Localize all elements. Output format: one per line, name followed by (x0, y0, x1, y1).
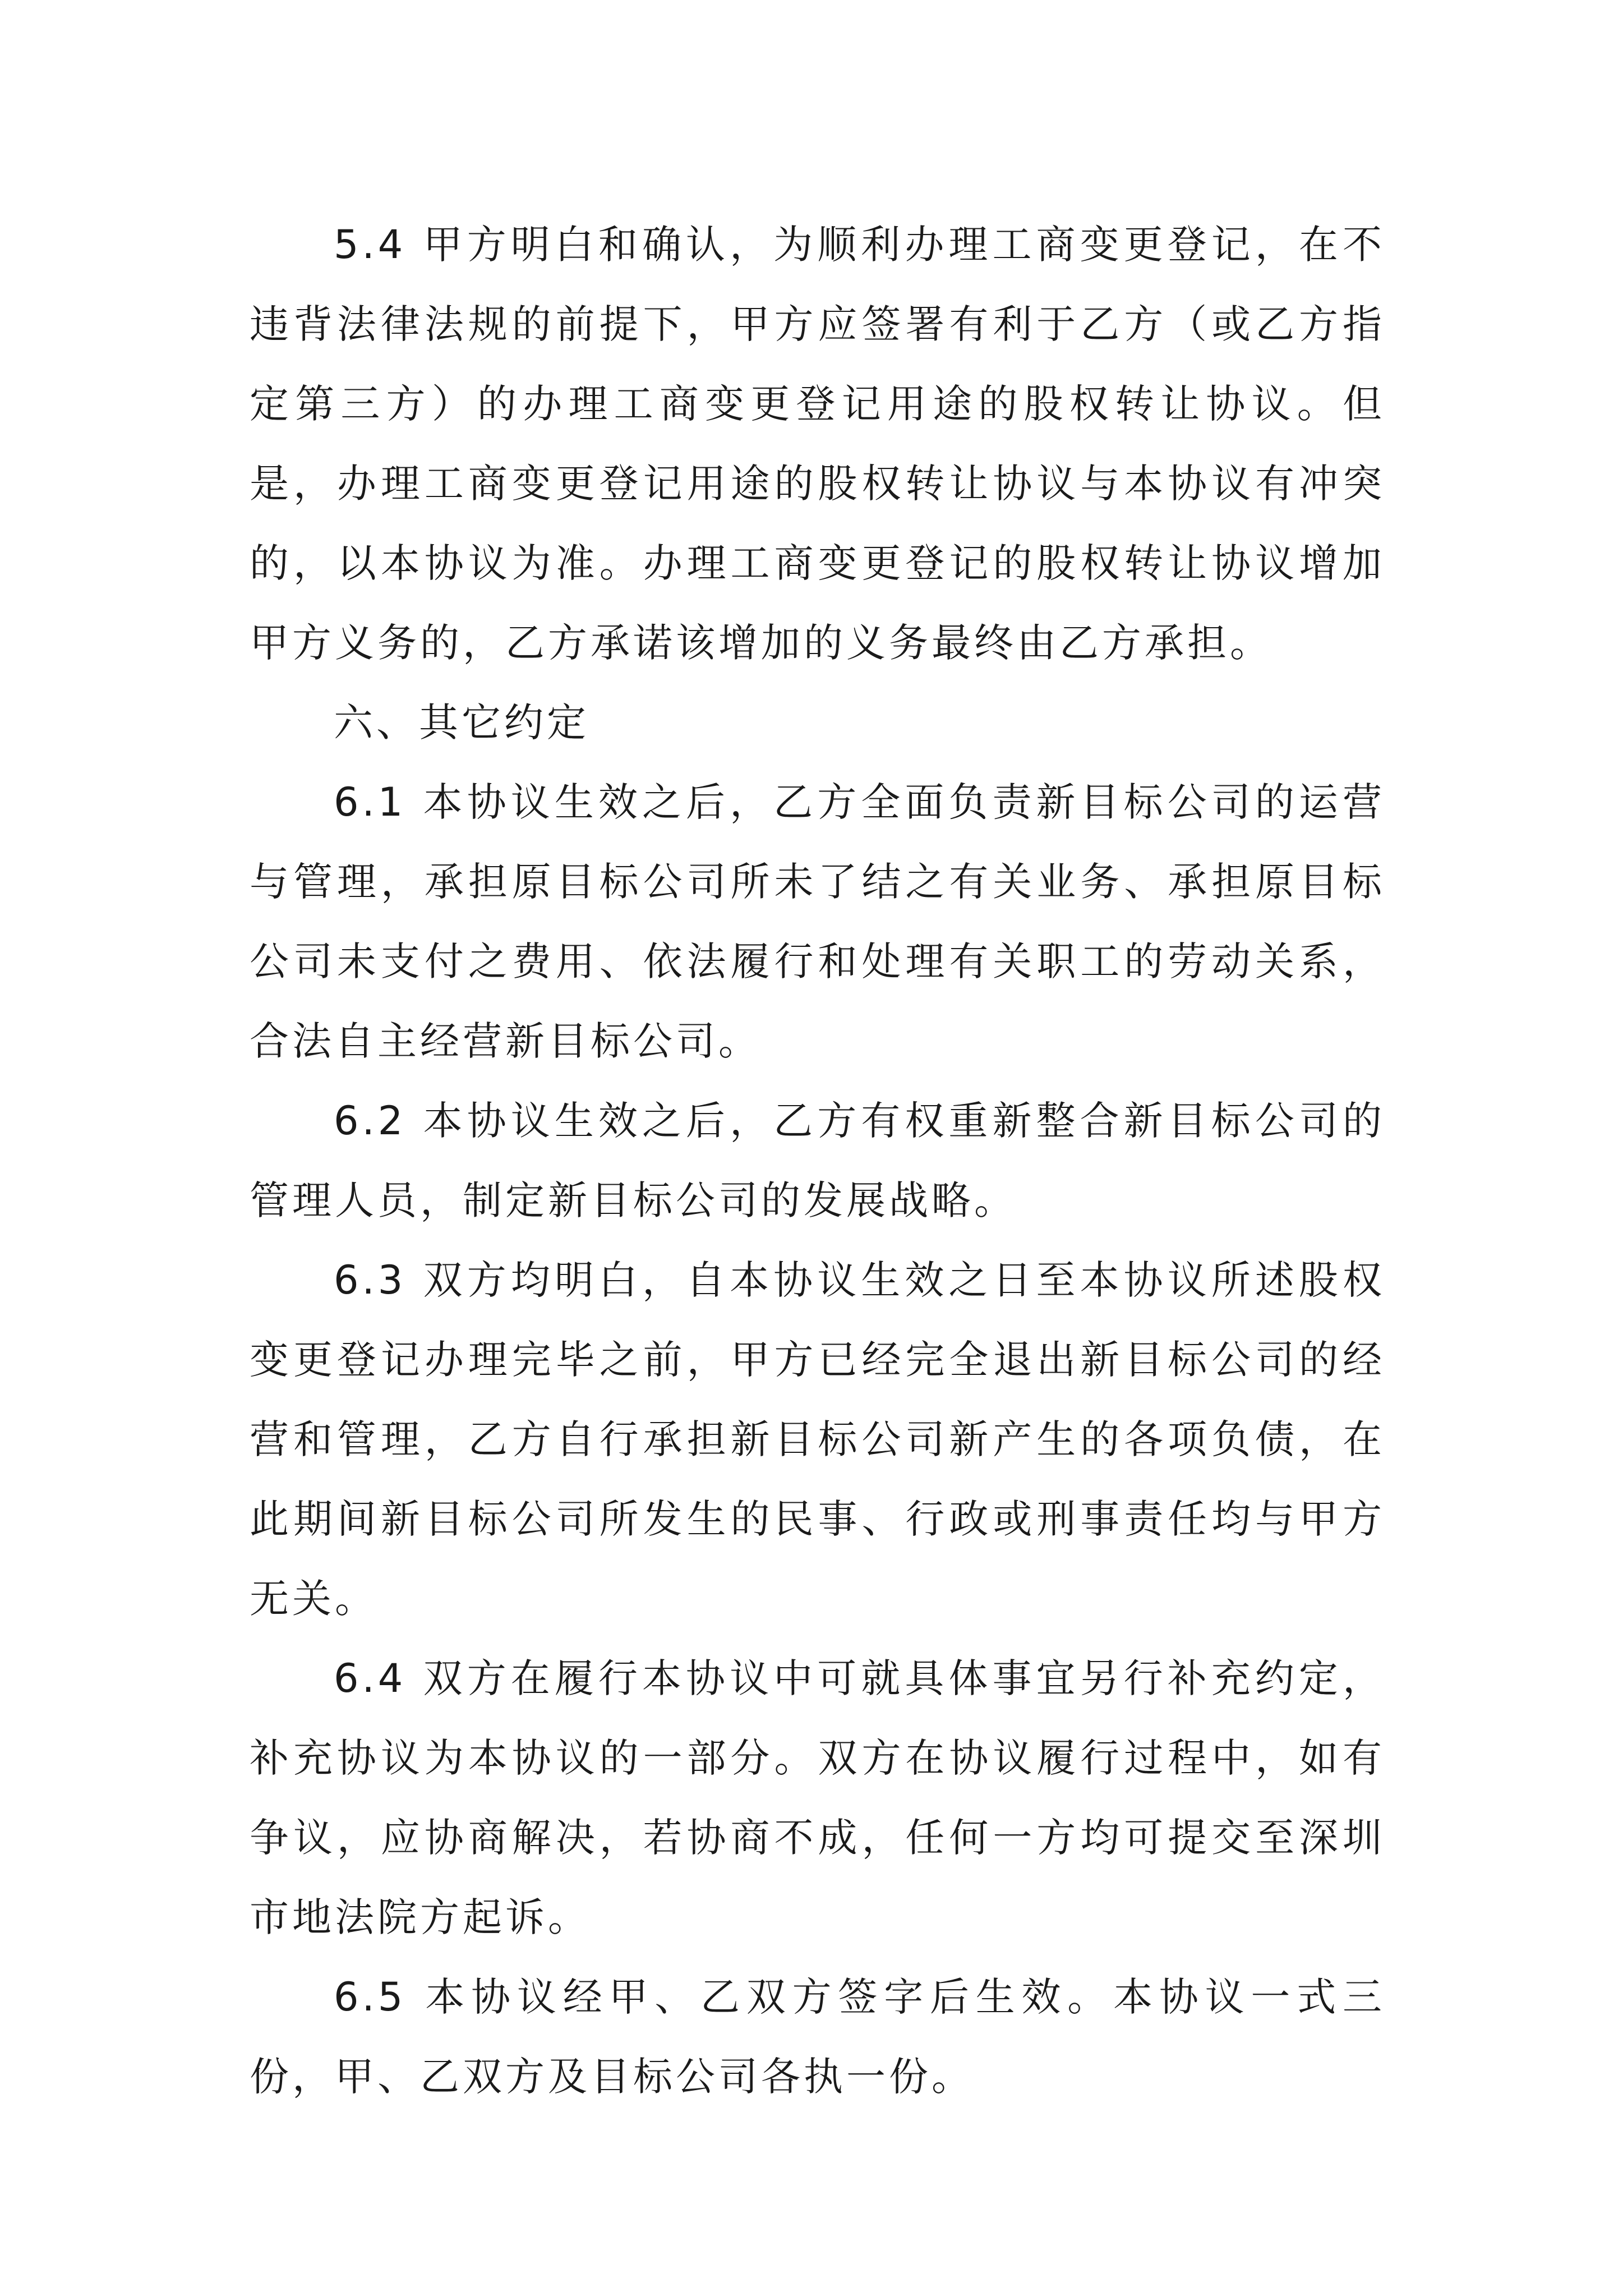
clause-6-5: 6.5 本协议经甲、乙双方签字后生效。本协议一式三份，甲、乙双方及目标公司各执一份。 (250, 1974, 1385, 2100)
clause-6-3: 6.3 双方均明白，自本协议生效之日至本协议所述股权变更登记办理完毕之前，甲方已经完全退出新目标公司的经营和管理，乙方自行承担新目标公司新产生的各项负债，在此期间新目标公司所发生的民事、行政或刑事责任均与甲方无关。 (250, 1257, 1385, 1622)
document-body (250, 205, 1385, 2116)
section-heading-other-terms: 六、其它约定 (334, 700, 589, 746)
clause-6-2: 6.2 本协议生效之后，乙方有权重新整合新目标公司的管理人员，制定新目标公司的发展战略。 (250, 1098, 1385, 1223)
clause-5-4: 5.4 甲方明白和确认，为顺利办理工商变更登记，在不违背法律法规的前提下，甲方应签署有利于乙方（或乙方指定第三方）的办理工商变更登记用途的股权转让协议。但是，办理工商变更登记用途的股权转让协议与本协议有冲突的，以本协议为准。办理工商变更登记的股权转让协议增加甲方义务的，乙方承诺该增加的义务最终由乙方承担。 (250, 222, 1385, 666)
clause-6-4: 6.4 双方在履行本协议中可就具体事宜另行补充约定，补充协议为本协议的一部分。双方在协议履行过程中，如有争议，应协商解决，若协商不成，任何一方均可提交至深圳市地法院方起诉。 (250, 1655, 1385, 1940)
clause-6-1: 6.1 本协议生效之后，乙方全面负责新目标公司的运营与管理，承担原目标公司所未了结之有关业务、承担原目标公司未支付之费用、依法履行和处理有关职工的劳动关系，合法自主经营新目标公司。 (250, 779, 1385, 1064)
